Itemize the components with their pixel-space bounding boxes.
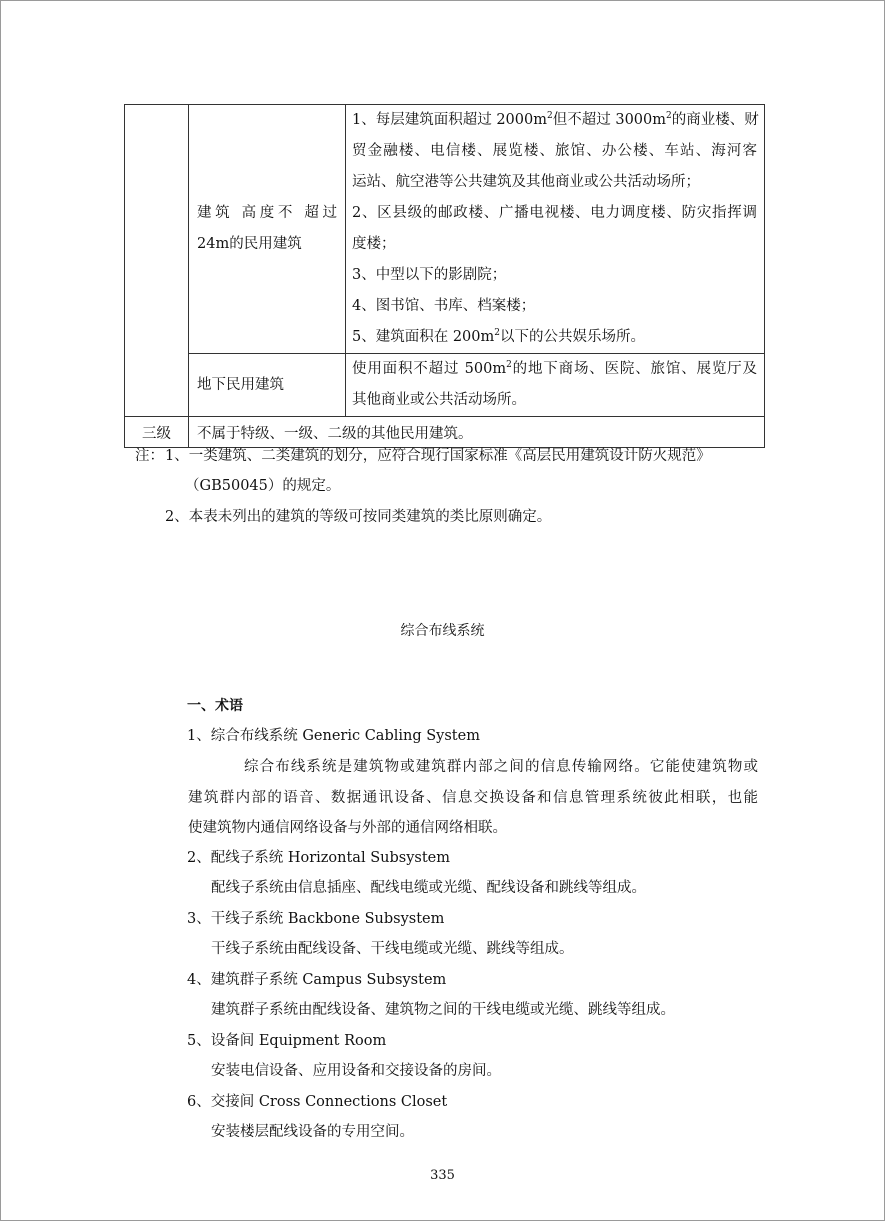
term-paragraph <box>188 752 758 844</box>
category-line: 建筑 高度不 超过 <box>197 205 337 221</box>
page-number: 335 <box>430 1168 455 1183</box>
note-1-line-2: （GB50045）的规定。 <box>185 478 341 494</box>
description-cell: 不属于特级、一级、二级的其他民用建筑。 <box>189 417 765 448</box>
term-description: 建筑群子系统由配线设备、建筑物之间的干线电缆或光缆、跳线等组成。 <box>211 1002 675 1018</box>
description-line: 2、区县级的邮政楼、广播电视楼、电力调度楼、防灾指挥调 <box>352 205 757 221</box>
paragraph-line: 建筑群内部的语音、数据通讯设备、信息交换设备和信息管理系统彼此相联，也能 <box>188 789 758 806</box>
category-cell <box>189 354 346 417</box>
description-line: 4、图书馆、书库、档案楼； <box>352 298 536 314</box>
description-line: 使用面积不超过 $500m^2$的地下商场、医院、旅馆、展览厅及 <box>352 360 757 377</box>
term-title: 5、设备间 Equipment Room <box>187 1033 387 1049</box>
term-description: 安装电信设备、应用设备和交接设备的房间。 <box>211 1063 501 1079</box>
term-description: 干线子系统由配线设备、干线电缆或光缆、跳线等组成。 <box>211 941 574 957</box>
description-line: 1、每层建筑面积超过 $2000m^2$但不超过 $3000m^2$的商业楼、财 <box>352 111 759 128</box>
description-line: 度楼； <box>352 236 396 252</box>
description-line: 其他商业或公共活动场所。 <box>352 392 526 408</box>
notes-label: 注： <box>135 448 164 464</box>
term-title: 1、综合布线系统 Generic Cabling System <box>187 728 480 744</box>
grade-cell-empty <box>125 105 189 417</box>
description-line: 3、中型以下的影剧院； <box>352 267 507 283</box>
category-line: 24m的民用建筑 <box>197 236 302 252</box>
note-2: 2、本表未列出的建筑的等级可按同类建筑的类比原则确定。 <box>165 509 552 525</box>
table-row <box>125 105 765 354</box>
section-title: 综合布线系统 <box>400 623 485 639</box>
table-row <box>125 354 765 417</box>
description-cell <box>346 105 765 354</box>
note-1-line-1: 1、一类建筑、二类建筑的划分，应符合现行国家标准《高层民用建筑设计防火规范》 <box>165 448 711 464</box>
description-line: 5、建筑面积在 $200m^2$以下的公共娱乐场所。 <box>352 328 645 345</box>
description-line: 贸金融楼、电信楼、展览楼、旅馆、办公楼、车站、海河客 <box>352 143 757 159</box>
term-description: 安装楼层配线设备的专用空间。 <box>211 1124 414 1140</box>
table-row <box>125 417 765 448</box>
term-description: 配线子系统由信息插座、配线电缆或光缆、配线设备和跳线等组成。 <box>211 880 646 896</box>
description-cell <box>346 354 765 417</box>
paragraph-line: 综合布线系统是建筑物或建筑群内部之间的信息传输网络。它能使建筑物或 <box>244 759 758 775</box>
category-cell <box>189 105 346 354</box>
term-title: 4、建筑群子系统 Campus Subsystem <box>187 972 447 988</box>
description-line: 运站、航空港等公共建筑及其他商业或公共活动场所； <box>352 174 700 190</box>
term-title: 6、交接间 Cross Connections Closet <box>187 1094 448 1110</box>
category-line: 地下民用建筑 <box>197 376 284 393</box>
term-title: 3、干线子系统 Backbone Subsystem <box>187 911 445 927</box>
section-heading: 一、术语 <box>187 698 243 714</box>
grade-cell: 三级 <box>125 417 189 448</box>
building-grade-table <box>124 104 765 448</box>
term-title: 2、配线子系统 Horizontal Subsystem <box>187 850 450 866</box>
paragraph-line: 使建筑物内通信网络设备与外部的通信网络相联。 <box>188 820 507 836</box>
